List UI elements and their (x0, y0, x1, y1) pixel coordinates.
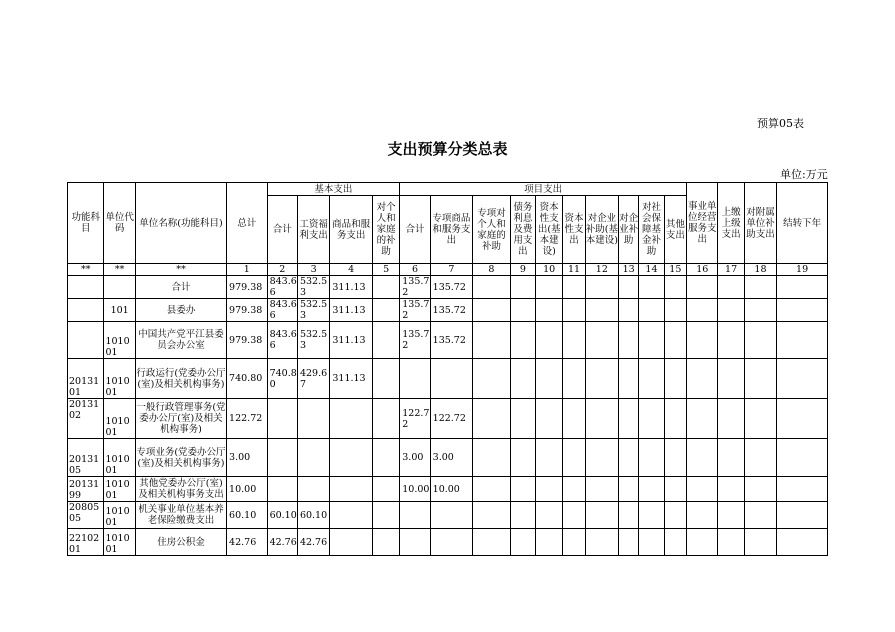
amount-cell: 979.38 (227, 299, 268, 322)
unit-code-cell: 101 (104, 299, 135, 322)
index-cell: 17 (718, 264, 744, 276)
unit-name-cell: 县委办 (135, 299, 226, 322)
unit-code-cell: 101001 (104, 529, 135, 556)
amount-cell: 135.72 (430, 299, 473, 322)
header-upper: 上缴上级支出 (718, 183, 744, 264)
amount-cell (330, 529, 373, 556)
empty-cell (639, 276, 664, 299)
header-b-total: 合计 (267, 196, 297, 264)
unit-code-cell: 101001 (104, 322, 135, 359)
unit-name-cell: 一般行政管理事务(党委办公厅(室)及相关机构事务) (135, 399, 226, 439)
empty-cell (777, 439, 828, 477)
header-social: 对社会保障基金补助 (639, 196, 664, 264)
amount-cell: 122.72 (430, 399, 473, 439)
header-debt: 债务利息及费用支出 (510, 196, 535, 264)
empty-cell (664, 477, 686, 502)
empty-cell (718, 299, 744, 322)
empty-cell (536, 299, 563, 322)
empty-cell (619, 439, 639, 477)
amount-cell (267, 477, 297, 502)
unit-name-cell: 其他党委办公厅(室)及相关机构事务支出 (135, 477, 226, 502)
empty-cell (585, 276, 618, 299)
empty-cell (777, 359, 828, 399)
empty-cell (510, 439, 535, 477)
amount-cell: 60.10 (227, 502, 268, 529)
amount-cell: 135.72 (400, 276, 430, 299)
func-code-cell: 2210201 (68, 529, 104, 556)
amount-cell: 135.72 (430, 322, 473, 359)
empty-cell (639, 322, 664, 359)
empty-cell (718, 502, 744, 529)
amount-cell (297, 399, 329, 439)
amount-cell: 10.00 (430, 477, 473, 502)
header-total: 总计 (227, 183, 268, 264)
amount-cell: 979.38 (227, 322, 268, 359)
empty-cell (510, 477, 535, 502)
empty-cell (619, 276, 639, 299)
unit-code-cell: 101001 (104, 359, 135, 399)
amount-cell: 42.76 (227, 529, 268, 556)
unit-name-cell: 专项业务(党委办公厅(室)及相关机构事务) (135, 439, 226, 477)
empty-cell (687, 276, 718, 299)
empty-cell (777, 477, 828, 502)
empty-cell (536, 439, 563, 477)
unit-name-cell: 中国共产党平江县委员会办公室 (135, 322, 226, 359)
amount-cell: 122.72 (400, 399, 430, 439)
empty-cell (744, 399, 776, 439)
index-cell: 1 (227, 264, 268, 276)
empty-cell (639, 502, 664, 529)
empty-cell (372, 502, 399, 529)
empty-cell (510, 322, 535, 359)
header-func-code: 功能科目 (68, 183, 104, 264)
page-title: 支出预算分类总表 (387, 140, 508, 158)
empty-cell (744, 529, 776, 556)
empty-cell (510, 299, 535, 322)
empty-cell (473, 399, 510, 439)
empty-cell (372, 359, 399, 399)
empty-cell (687, 477, 718, 502)
index-cell: 14 (639, 264, 664, 276)
empty-cell (664, 439, 686, 477)
amount-cell (430, 529, 473, 556)
empty-cell (687, 322, 718, 359)
index-cell: 18 (744, 264, 776, 276)
empty-cell (473, 529, 510, 556)
index-cell: 15 (664, 264, 686, 276)
amount-cell: 3.00 (400, 439, 430, 477)
empty-cell (687, 359, 718, 399)
empty-cell (664, 502, 686, 529)
empty-cell (687, 502, 718, 529)
func-code-cell: 2013105 (68, 439, 104, 477)
unit-code-cell (104, 276, 135, 299)
empty-cell (536, 399, 563, 439)
amount-cell: 740.80 (227, 359, 268, 399)
empty-cell (619, 359, 639, 399)
amount-cell (330, 439, 373, 477)
empty-cell (585, 399, 618, 439)
header-ent-basic: 对企业补助(基本建设) (585, 196, 618, 264)
empty-cell (473, 359, 510, 399)
index-cell: 8 (473, 264, 510, 276)
amount-cell: 843.66 (267, 299, 297, 322)
empty-cell (639, 399, 664, 439)
empty-cell (687, 299, 718, 322)
func-code-cell: 2013199 (68, 477, 104, 502)
header-capital: 资本性支出 (563, 196, 585, 264)
empty-cell (372, 399, 399, 439)
empty-cell (536, 502, 563, 529)
empty-cell (372, 299, 399, 322)
amount-cell: 135.72 (430, 276, 473, 299)
empty-cell (585, 322, 618, 359)
amount-cell: 311.13 (330, 299, 373, 322)
empty-cell (664, 529, 686, 556)
table-row (68, 439, 828, 477)
empty-cell (744, 502, 776, 529)
index-cell: ** (104, 264, 135, 276)
unit-name-cell: 行政运行(党委办公厅(室)及相关机构事务) (135, 359, 226, 399)
empty-cell (744, 477, 776, 502)
empty-cell (664, 322, 686, 359)
unit-name-cell: 住房公积金 (135, 529, 226, 556)
amount-cell (400, 529, 430, 556)
empty-cell (664, 299, 686, 322)
index-cell: 12 (585, 264, 618, 276)
index-row (68, 264, 828, 276)
empty-cell (718, 529, 744, 556)
empty-cell (777, 529, 828, 556)
empty-cell (744, 299, 776, 322)
empty-cell (585, 477, 618, 502)
table-row (68, 359, 828, 399)
table-row (68, 399, 828, 439)
empty-cell (510, 359, 535, 399)
empty-cell (585, 439, 618, 477)
index-cell: 4 (330, 264, 373, 276)
empty-cell (585, 299, 618, 322)
amount-cell (267, 399, 297, 439)
header-capital-basic: 资本性支出(基本建设) (536, 196, 563, 264)
amount-cell: 42.76 (267, 529, 297, 556)
header-row-groups (68, 183, 828, 196)
amount-cell: 532.53 (297, 322, 329, 359)
func-code-cell: 2013102 (68, 399, 104, 439)
empty-cell (536, 359, 563, 399)
amount-cell (330, 399, 373, 439)
empty-cell (563, 276, 585, 299)
index-cell: 16 (687, 264, 718, 276)
empty-cell (744, 359, 776, 399)
func-code-cell: 2013101 (68, 359, 104, 399)
header-b-family: 对个人和家庭的补助 (372, 196, 399, 264)
amount-cell: 843.66 (267, 322, 297, 359)
empty-cell (664, 399, 686, 439)
header-project-group: 项目支出 (400, 183, 687, 196)
amount-cell: 122.72 (227, 399, 268, 439)
empty-cell (536, 276, 563, 299)
table-row (68, 299, 828, 322)
empty-cell (510, 276, 535, 299)
empty-cell (718, 359, 744, 399)
empty-cell (372, 439, 399, 477)
empty-cell (372, 477, 399, 502)
empty-cell (563, 502, 585, 529)
header-b-salary: 工资福利支出 (297, 196, 329, 264)
unit-code-cell: 101001 (104, 439, 135, 477)
empty-cell (639, 439, 664, 477)
amount-cell (330, 502, 373, 529)
empty-cell (473, 439, 510, 477)
unit-code-cell: 101001 (104, 399, 135, 439)
expenditure-table (67, 182, 828, 556)
empty-cell (473, 477, 510, 502)
empty-cell (777, 399, 828, 439)
empty-cell (372, 322, 399, 359)
empty-cell (619, 322, 639, 359)
empty-cell (619, 477, 639, 502)
table-row (68, 276, 828, 299)
empty-cell (777, 276, 828, 299)
index-cell: 10 (536, 264, 563, 276)
header-unit-name: 单位名称(功能科目) (135, 183, 226, 264)
table-row (68, 529, 828, 556)
index-cell: 13 (619, 264, 639, 276)
header-basic-group: 基本支出 (267, 183, 400, 196)
empty-cell (510, 529, 535, 556)
index-cell: 6 (400, 264, 430, 276)
empty-cell (473, 502, 510, 529)
amount-cell (267, 439, 297, 477)
empty-cell (563, 529, 585, 556)
empty-cell (563, 399, 585, 439)
amount-cell: 311.13 (330, 276, 373, 299)
header-p-goods: 专项商品和服务支出 (430, 196, 473, 264)
func-code-cell (68, 299, 104, 322)
empty-cell (718, 322, 744, 359)
empty-cell (639, 477, 664, 502)
index-cell: 7 (430, 264, 473, 276)
header-p-family: 专项对个人和家庭的补助 (473, 196, 510, 264)
header-other: 其他支出 (664, 196, 686, 264)
unit-name-cell: 合计 (135, 276, 226, 299)
func-code-cell (68, 322, 104, 359)
amount-cell (400, 359, 430, 399)
amount-cell: 42.76 (297, 529, 329, 556)
amount-cell: 10.00 (400, 477, 430, 502)
empty-cell (777, 502, 828, 529)
empty-cell (563, 477, 585, 502)
unit-label: 单位:万元 (780, 168, 828, 181)
amount-cell (430, 359, 473, 399)
amount-cell (330, 477, 373, 502)
form-number: 预算05表 (757, 117, 804, 130)
empty-cell (664, 276, 686, 299)
empty-cell (372, 276, 399, 299)
table-row (68, 322, 828, 359)
amount-cell: 311.13 (330, 322, 373, 359)
amount-cell: 740.80 (267, 359, 297, 399)
func-code-cell (68, 276, 104, 299)
empty-cell (563, 299, 585, 322)
index-cell: 9 (510, 264, 535, 276)
empty-cell (619, 399, 639, 439)
empty-cell (639, 299, 664, 322)
amount-cell: 429.67 (297, 359, 329, 399)
empty-cell (510, 399, 535, 439)
empty-cell (718, 477, 744, 502)
empty-cell (639, 529, 664, 556)
empty-cell (473, 322, 510, 359)
empty-cell (372, 529, 399, 556)
empty-cell (563, 359, 585, 399)
empty-cell (510, 502, 535, 529)
empty-cell (473, 276, 510, 299)
empty-cell (777, 322, 828, 359)
amount-cell (430, 502, 473, 529)
empty-cell (639, 359, 664, 399)
empty-cell (619, 502, 639, 529)
amount-cell: 10.00 (227, 477, 268, 502)
header-unit-code: 单位代码 (104, 183, 135, 264)
header-business: 事业单位经营服务支出 (687, 183, 718, 264)
unit-code-cell: 101001 (104, 502, 135, 529)
header-carry: 结转下年 (777, 183, 828, 264)
empty-cell (619, 529, 639, 556)
amount-cell: 843.66 (267, 276, 297, 299)
empty-cell (585, 359, 618, 399)
empty-cell (664, 359, 686, 399)
index-cell: 11 (563, 264, 585, 276)
table-row (68, 477, 828, 502)
unit-code-cell: 101001 (104, 477, 135, 502)
index-cell: ** (68, 264, 104, 276)
amount-cell (297, 477, 329, 502)
amount-cell: 532.53 (297, 299, 329, 322)
amount-cell: 60.10 (297, 502, 329, 529)
empty-cell (687, 399, 718, 439)
header-ent: 对企业补助 (619, 196, 639, 264)
empty-cell (536, 322, 563, 359)
empty-cell (744, 322, 776, 359)
amount-cell (400, 502, 430, 529)
empty-cell (585, 502, 618, 529)
empty-cell (619, 299, 639, 322)
empty-cell (563, 322, 585, 359)
empty-cell (473, 299, 510, 322)
empty-cell (585, 529, 618, 556)
empty-cell (718, 439, 744, 477)
index-cell: 2 (267, 264, 297, 276)
amount-cell: 135.72 (400, 299, 430, 322)
empty-cell (777, 299, 828, 322)
empty-cell (687, 439, 718, 477)
amount-cell: 135.72 (400, 322, 430, 359)
empty-cell (536, 477, 563, 502)
index-cell: 19 (777, 264, 828, 276)
index-cell: 3 (297, 264, 329, 276)
func-code-cell: 2080505 (68, 502, 104, 529)
amount-cell: 60.10 (267, 502, 297, 529)
table-row (68, 502, 828, 529)
amount-cell: 532.53 (297, 276, 329, 299)
empty-cell (744, 276, 776, 299)
amount-cell: 311.13 (330, 359, 373, 399)
empty-cell (744, 439, 776, 477)
empty-cell (563, 439, 585, 477)
header-b-goods: 商品和服务支出 (330, 196, 373, 264)
index-cell: 5 (372, 264, 399, 276)
empty-cell (718, 399, 744, 439)
amount-cell: 3.00 (227, 439, 268, 477)
empty-cell (536, 529, 563, 556)
amount-cell: 3.00 (430, 439, 473, 477)
index-cell: ** (135, 264, 226, 276)
empty-cell (718, 276, 744, 299)
amount-cell (297, 439, 329, 477)
header-p-total: 合计 (400, 196, 430, 264)
header-affiliated: 对附属单位补助支出 (744, 183, 776, 264)
empty-cell (687, 529, 718, 556)
unit-name-cell: 机关事业单位基本养老保险缴费支出 (135, 502, 226, 529)
amount-cell: 979.38 (227, 276, 268, 299)
